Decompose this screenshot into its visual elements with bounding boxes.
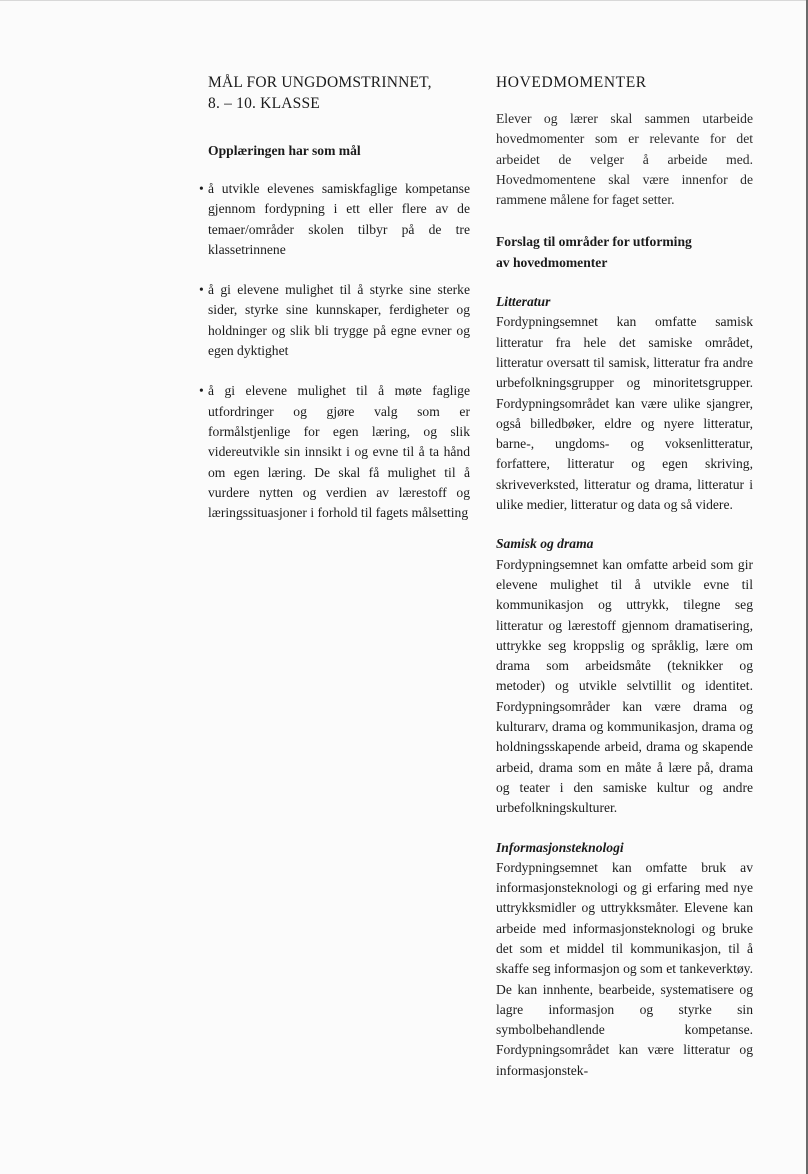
goals-intro: Opplæringen har som mål (208, 143, 361, 158)
goal-text: å gi elevene mulighet til å møte faglige utfordringer og gjøre valg som er formålstjenlige for egen læring, og slik videreutvikle sin innsikt i og evne til å ta hånd om egen læring. De skal få mulighet til å vurdere nytten og verdien av lærestoff og læringssituasjoner i forhold til fagets målsetting (208, 383, 470, 521)
goal-item (199, 179, 470, 260)
left-column (199, 72, 470, 543)
bullet-icon: • (199, 282, 204, 298)
topic-samisk-og-drama (496, 534, 753, 818)
bullet-icon: • (199, 383, 204, 399)
bullet-icon: • (199, 181, 204, 196)
topic-title: Litteratur (496, 294, 551, 310)
goal-item (199, 280, 470, 361)
goal-text: å utvikle elevenes samiskfaglige kompetanse gjennom fordypning i ett eller flere av de temaer/områder skolen tilbyr på de tre klassetrinnene (208, 181, 470, 257)
right-column (496, 72, 753, 1081)
topic-informasjonsteknologi (496, 838, 753, 1082)
section-intro: Elever og lærer skal sammen utarbeide hovedmomenter som er relevante for det arbeidet de velger å arbeide med. Hovedmomentene skal være innenfor de rammene målene for faget setter. (496, 111, 753, 208)
page-title: MÅL FOR UNGDOMSTRINNET, 8. – 10. KLASSE (208, 74, 432, 112)
goal-item (199, 381, 470, 523)
areas-subheading: Forslag til områder for utforming av hovedmomenter (496, 234, 692, 270)
topic-title: Informasjonsteknologi (496, 839, 624, 855)
topic-text: Fordypningsemnet kan omfatte bruk av informasjonsteknologi og gi erfaring med nye uttrykksmidler og uttrykksmåter. Elevene kan arbeide med informasjonsteknologi og bruke det som et middel til kommunikasjon, til å skaffe seg informasjon og som et tankeverktøy. De kan innhente, bearbeide, systematisere og lagre informasjon og styrke sin symbolbehandlende kompetanse. Fordypningsområdet kan være litteratur og informasjonstek- (496, 859, 753, 1078)
topic-litteratur (496, 292, 753, 515)
goals-list (199, 179, 470, 523)
page-top-edge (0, 0, 808, 1)
topic-title: Samisk og drama (496, 536, 594, 552)
section-heading: HOVEDMOMENTER (496, 74, 647, 91)
topic-text: Fordypningsemnet kan omfatte samisk litteratur fra hele det samiske området, litteratur oversatt til samisk, litteratur fra andre urbefolkningsgrupper og minoritetsgrupper. Fordypningsområdet kan være ulike sjangrer, også billedbøker, eldre og nyere litteratur, barne-, ungdoms- og voksenlitteratur, forfattere, litteratur og egen skriving, skriveverksted, litteratur og drama, litteratur i ulike medier, litteratur og data og så videre. (496, 314, 753, 513)
goal-text: å gi elevene mulighet til å styrke sine sterke sider, styrke sine kunnskaper, ferdigheter og holdninger og slik bli trygge på egne evner og egen dyktighet (208, 282, 470, 359)
topic-text: Fordypningsemnet kan omfatte arbeid som gir elevene mulighet til å utvikle evne til kommunikasjon og uttrykk, tilegne seg litteratur og lærestoff gjennom dramatisering, uttrykke seg kroppslig og språklig, lære om drama som arbeidsmåte (teknikker og metoder) og utvikle selvtillit og identitet. Fordypningsområder kan være drama og kulturarv, drama og kommunikasjon, drama og holdningsskapende arbeid, drama og skapende arbeid, drama som en måte å lære på, drama og teater i den samiske kultur og andre urbefolkningskulturer. (496, 556, 753, 816)
